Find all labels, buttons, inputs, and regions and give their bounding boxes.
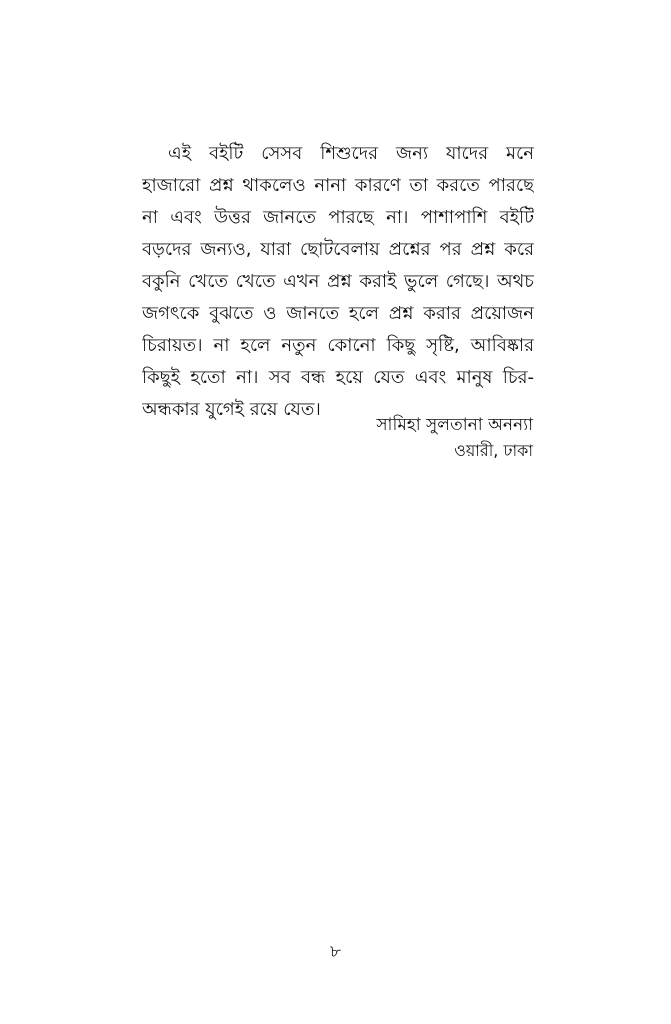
paragraph-line: চিরায়ত। না হলে নতুন কোনো কিছু সৃষ্টি, আবিষ্কার (142, 335, 534, 356)
author-location: ওয়ারী, ঢাকা (454, 441, 533, 460)
page-number: ৮ (329, 942, 342, 962)
paragraph-line: হাজারো প্রশ্ন থাকলেও নানা কারণে তা করতে পারছে (142, 175, 534, 196)
paragraph-line: না এবং উত্তর জানতে পারছে না। পাশাপাশি বইটি (142, 207, 534, 228)
paragraph-line: অন্ধকার যুগেই রয়ে যেত। (142, 399, 321, 420)
author-signature (376, 412, 533, 464)
paragraph-line: জগৎকে বুঝতে ও জানতে হলে প্রশ্ন করার প্রয়োজন (142, 303, 534, 324)
paragraph-line: বড়দের জন্যও, যারা ছোটবেলায় প্রশ্নের পর প্রশ্ন করে (142, 239, 534, 260)
paragraph-line: কিছুই হতো না। সব বন্ধ হয়ে যেত এবং মানুষ চির- (142, 367, 534, 388)
paragraph-line: বকুনি খেতে খেতে এখন প্রশ্ন করাই ভুলে গেছে। অথচ (142, 271, 534, 292)
author-name: সামিহা সুলতানা অনন্যা (376, 415, 533, 435)
paragraph-line: এই বইটি সেসব শিশুদের জন্য যাদের মনে (168, 143, 534, 164)
preface-paragraph (142, 138, 534, 426)
